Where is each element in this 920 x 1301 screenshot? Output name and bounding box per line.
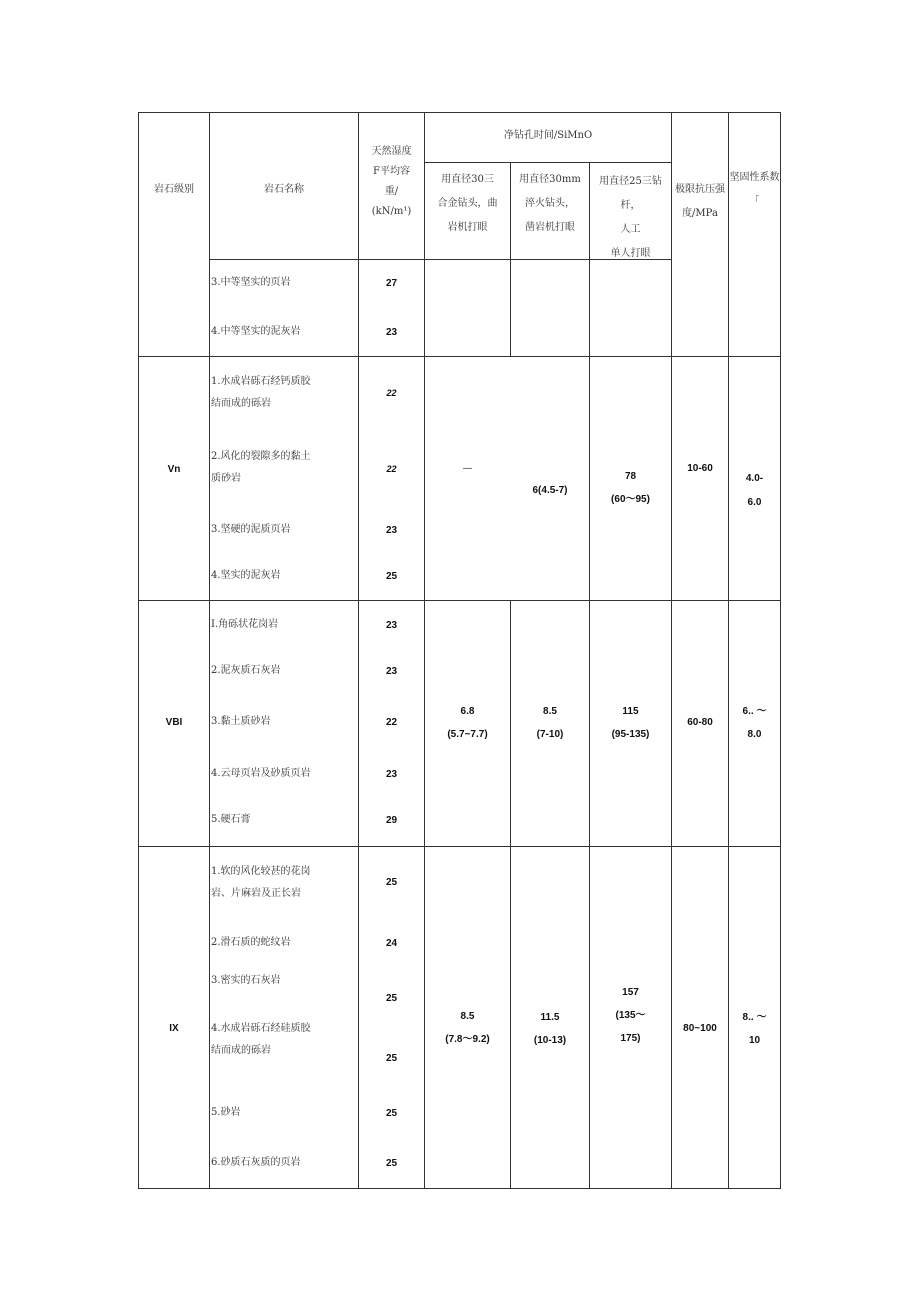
rock-name: 1.水成岩砾石经钙质胶 结而成的砾岩 — [211, 376, 311, 409]
grid-line — [780, 112, 781, 1189]
rock-grade: Vn — [167, 464, 181, 475]
grid-line — [510, 600, 511, 1189]
rock-name: 4.坚实的泥灰岩 — [211, 570, 281, 581]
rock-density: 23 — [385, 666, 398, 677]
compressive-strength: 80~100 — [683, 1023, 717, 1034]
rock-name: 5.砂岩 — [211, 1107, 241, 1118]
rock-density: 25 — [385, 993, 398, 1004]
rock-name: 2.泥灰质石灰岩 — [211, 665, 281, 676]
header-grade: 岩石级别 — [154, 184, 194, 195]
header-drill-a: 用直径30三 合金钻头，曲 岩机打眼 — [437, 174, 498, 233]
rock-name: 1.软的风化较甚的花岗 岩、片麻岩及正长岩 — [211, 866, 311, 899]
drill-time-b: 11.5 (10-13) — [533, 1012, 567, 1046]
rock-density: 25 — [385, 1108, 398, 1119]
rock-density: 23 — [385, 769, 398, 780]
rock-density: 29 — [385, 815, 398, 826]
drill-time-b: 8.5 (7-10) — [536, 706, 564, 740]
rock-density: 25 — [385, 571, 398, 582]
header-density: 天然湿度 F平均容 重/ (kN/m¹) — [371, 146, 412, 217]
rock-name: 4.水成岩砾石经硅质胶 结而成的砾岩 — [211, 1023, 311, 1056]
rock-density: 25 — [385, 1158, 398, 1169]
grid-line — [138, 356, 781, 357]
rock-density: 23 — [385, 525, 398, 536]
grid-line — [209, 112, 210, 1189]
rock-name: 3.坚硬的泥质页岩 — [211, 524, 291, 535]
firmness-coefficient: 8.. ～ 10 — [742, 1012, 767, 1046]
header-drill-c: 用直径25三钻杆， 人工 单人打眼 — [599, 176, 662, 259]
firmness-coefficient: 4.0- 6.0 — [745, 473, 764, 508]
rock-density: 22 — [386, 388, 397, 398]
grid-line — [138, 1188, 781, 1189]
rock-name: 3.中等坚实的页岩 — [211, 277, 291, 288]
rock-density: 25 — [385, 1053, 398, 1064]
rock-density: 23 — [385, 620, 398, 631]
rock-density: 24 — [385, 938, 398, 949]
drill-time-b: 6(4.5-7) — [532, 485, 568, 496]
rock-name: 3.黏土质砂岩 — [211, 716, 271, 727]
drill-time-a: — — [462, 463, 473, 474]
rock-grade: VBI — [165, 717, 183, 728]
rock-name: 5.硬石膏 — [211, 814, 251, 825]
grid-line — [138, 846, 781, 847]
rock-name: I.角砾状花岗岩 — [211, 619, 279, 630]
compressive-strength: 60-80 — [687, 717, 713, 728]
drill-time-a: 8.5 (7.8～9.2) — [445, 1011, 490, 1045]
rock-name: 2.风化的裂隙多的黏土 质砂岩 — [211, 451, 311, 484]
header-name: 岩石名称 — [264, 184, 304, 195]
rock-density: 25 — [385, 877, 398, 888]
rock-name: 3.密实的石灰岩 — [211, 975, 281, 986]
header-drill-time: 净钻孔时间/SiMnO — [503, 130, 593, 141]
rock-name: 6.砂质石灰质的页岩 — [211, 1157, 301, 1168]
drill-time-a: 6.8 (5.7~7.7) — [447, 706, 488, 740]
firmness-coefficient: 6.. ～ 8.0 — [742, 706, 767, 740]
rock-name: 4.中等坚实的泥灰岩 — [211, 326, 301, 337]
rock-density: 22 — [386, 464, 397, 474]
rock-density: 27 — [385, 278, 398, 289]
header-strength: 极限抗压强 度/MPa — [675, 184, 725, 219]
grid-line — [138, 112, 781, 113]
rock-grade: IX — [169, 1023, 179, 1034]
grid-line — [138, 600, 781, 601]
drill-time-c: 78 (60～95) — [611, 471, 650, 505]
rock-density: 23 — [385, 327, 398, 338]
grid-line — [424, 162, 671, 163]
rock-name: 4.云母页岩及砂质页岩 — [211, 768, 311, 779]
rock-name: 2.滑石质的蛇纹岩 — [211, 937, 291, 948]
header-firmness: 坚固性系数 「 — [729, 172, 780, 207]
header-drill-b: 用直径30mm 淬火钻头， 凿岩机打眼 — [519, 174, 581, 233]
rock-density: 22 — [385, 717, 398, 728]
drill-time-c: 157 (135～ 175) — [615, 987, 646, 1044]
drill-time-c: 115 (95-135) — [611, 706, 650, 740]
compressive-strength: 10-60 — [687, 463, 713, 474]
